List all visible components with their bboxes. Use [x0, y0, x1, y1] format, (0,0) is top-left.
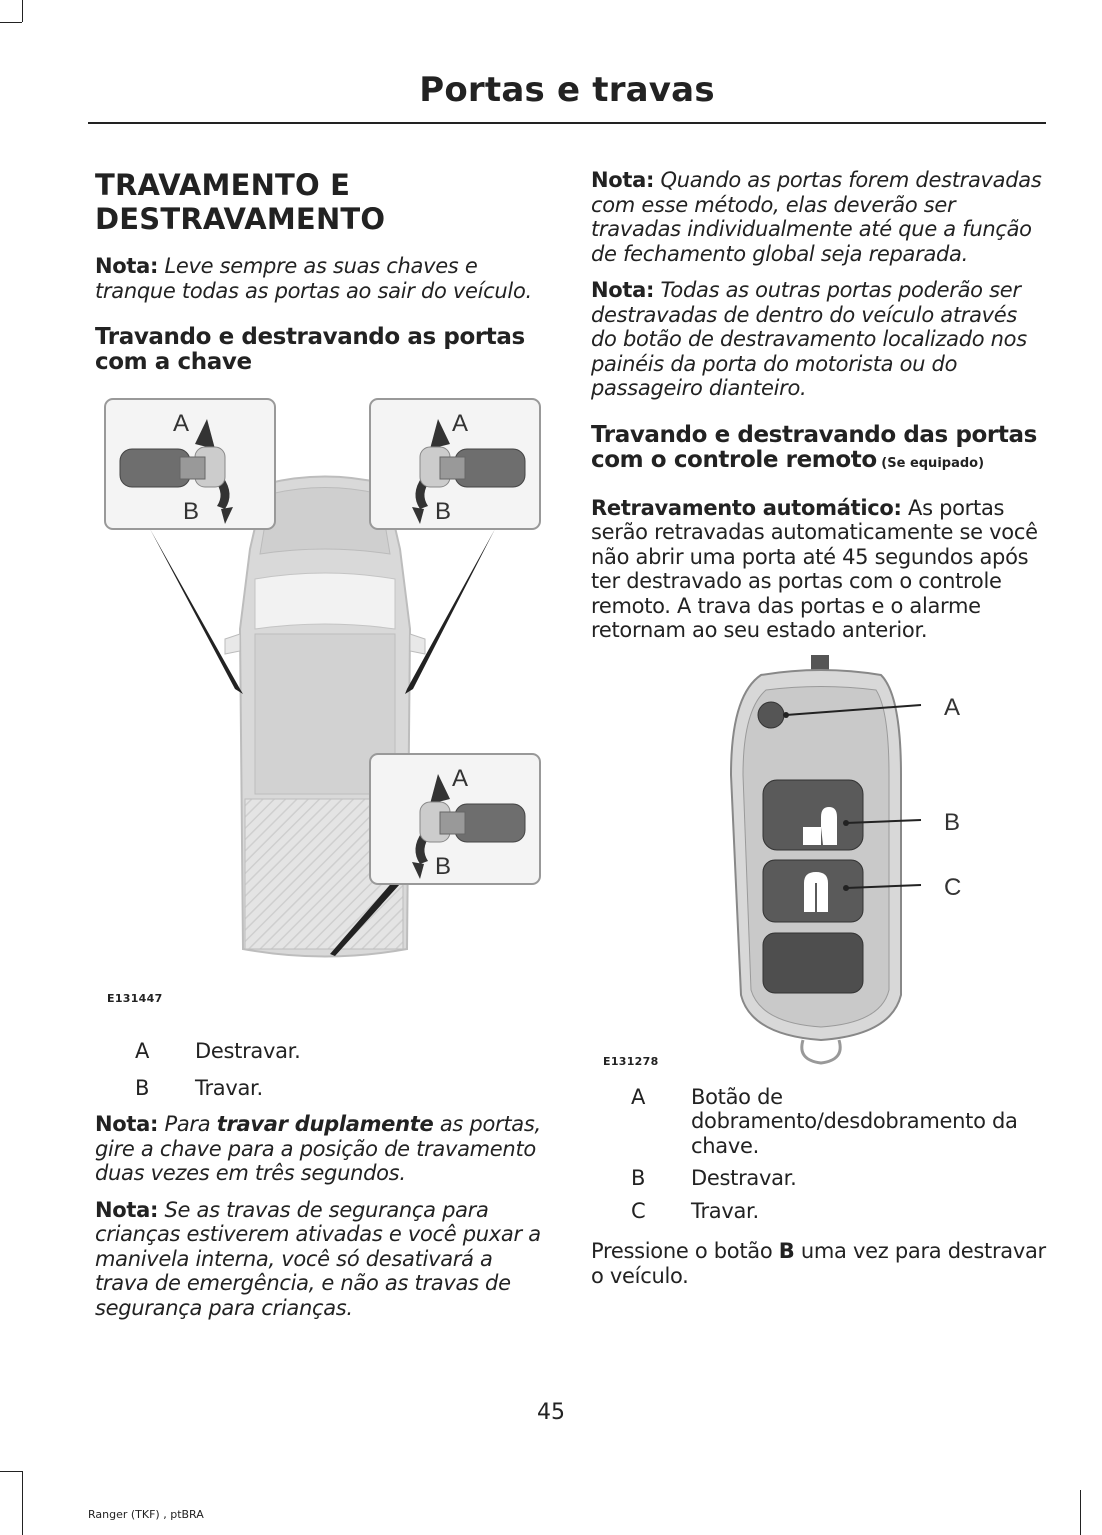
- header-rule: [88, 122, 1046, 124]
- subheading-small: (Se equipado): [876, 455, 985, 471]
- remote-key-illustration: [591, 655, 1046, 1075]
- press-text: uma vez para destravar o veículo.: [591, 1239, 1046, 1288]
- note-other-doors: [591, 278, 1046, 401]
- note-text: Para: [158, 1112, 217, 1136]
- note-individual-lock: [591, 168, 1046, 266]
- note-label: Nota:: [95, 1197, 159, 1222]
- note-label: Nota:: [95, 1112, 159, 1136]
- key-diagram: [95, 389, 550, 1039]
- key-inset-rear: [370, 754, 540, 884]
- callout-c: C: [944, 873, 962, 901]
- footer-text: Ranger (TKF) , ptBRA: [88, 1508, 204, 1521]
- callout-b: B: [435, 498, 452, 525]
- callout-a: A: [944, 693, 961, 721]
- key-inset-front-left: [105, 399, 275, 529]
- remote-diagram: [591, 655, 1046, 1085]
- crop-mark: [0, 1471, 22, 1472]
- press-text: Pressione o botão: [591, 1239, 779, 1263]
- legend-text: Travar.: [195, 1075, 263, 1100]
- truck-key-illustration: [95, 389, 550, 1009]
- section-title: TRAVAMENTO E DESTRAVAMENTO: [95, 168, 386, 236]
- callout-a: A: [452, 765, 469, 792]
- legend-key: C: [631, 1198, 646, 1223]
- callout-b: B: [435, 853, 452, 880]
- page-number: 45: [537, 1400, 565, 1425]
- figure-code: E131447: [107, 992, 163, 1005]
- note-child-locks: [95, 1198, 550, 1321]
- legend-key: B: [631, 1166, 646, 1190]
- note-label: Nota:: [591, 168, 655, 192]
- subheading-remote: [591, 423, 1046, 476]
- legend-key: B: [135, 1075, 150, 1100]
- legend-item: [95, 1039, 550, 1064]
- note-emphasis: travar duplamente: [216, 1112, 434, 1136]
- note-text: Se as travas de segurança para crianças estiverem ativadas e você puxar a manivela interna, você só desativará a trava de emergência, e não as travas de segurança para crianças.: [95, 1197, 541, 1320]
- legend-item: [591, 1166, 1046, 1191]
- note-keys: [95, 254, 550, 303]
- auto-relock: [591, 496, 1046, 643]
- callout-b: B: [183, 498, 200, 525]
- note-text: Leve sempre as suas chaves e tranque todas as portas ao sair do veículo.: [95, 254, 532, 303]
- callout-b: B: [944, 808, 961, 836]
- callout-a: A: [452, 410, 469, 437]
- subheading-text: Travando e destravando das portas com o controle remoto: [591, 421, 1037, 473]
- remote-legend: [591, 1085, 1046, 1224]
- crop-mark: [1080, 1490, 1081, 1535]
- note-text: Todas as outras portas poderão ser destravadas de dentro do veículo através do botão de destravamento localizado nos painéis da porta do motorista ou do passageiro dianteiro.: [591, 278, 1027, 400]
- legend-item: [591, 1085, 1046, 1159]
- key-inset-front-right: [370, 399, 540, 529]
- legend-text: Travar.: [691, 1198, 759, 1223]
- legend-text: Botão de dobramento/desdobramento da chave.: [691, 1084, 1018, 1158]
- note-text: Quando as portas forem destravadas com esse método, elas deverão ser travadas individualmente até que a função de fechamento global seja reparada.: [591, 168, 1042, 266]
- auto-relock-text: As portas serão retravadas automaticamente se você não abrir uma porta até 45 segundos após ter destravado as portas com o controle remoto. A trava das portas e o alarme retornam ao seu estado anterior.: [591, 495, 1038, 642]
- press-emphasis: B: [778, 1239, 795, 1263]
- figure-code: E131278: [603, 1054, 659, 1068]
- press-instruction: [591, 1239, 1046, 1288]
- legend-text: Destravar.: [691, 1166, 797, 1190]
- crop-mark: [22, 1471, 23, 1535]
- legend-key: A: [631, 1084, 646, 1109]
- page-title: Portas e travas: [419, 70, 715, 110]
- legend-item: [591, 1199, 1046, 1224]
- key-legend: [95, 1039, 550, 1100]
- note-double-lock: [95, 1112, 550, 1186]
- crop-mark: [0, 22, 22, 23]
- note-text: as portas, gire a chave para a posição de travamento duas vezes em três segundos.: [95, 1112, 541, 1185]
- callout-a: A: [173, 410, 190, 437]
- right-column: [591, 168, 1046, 1300]
- auto-relock-label: Retravamento automático:: [591, 495, 902, 520]
- legend-text: Destravar.: [195, 1039, 301, 1063]
- left-column: [95, 168, 550, 1332]
- legend-item: [95, 1076, 550, 1101]
- note-label: Nota:: [95, 254, 159, 278]
- crop-mark: [22, 0, 23, 22]
- legend-key: A: [135, 1039, 150, 1063]
- note-label: Nota:: [591, 278, 655, 302]
- subheading-key: Travando e destravando as portas com a chave: [95, 324, 525, 375]
